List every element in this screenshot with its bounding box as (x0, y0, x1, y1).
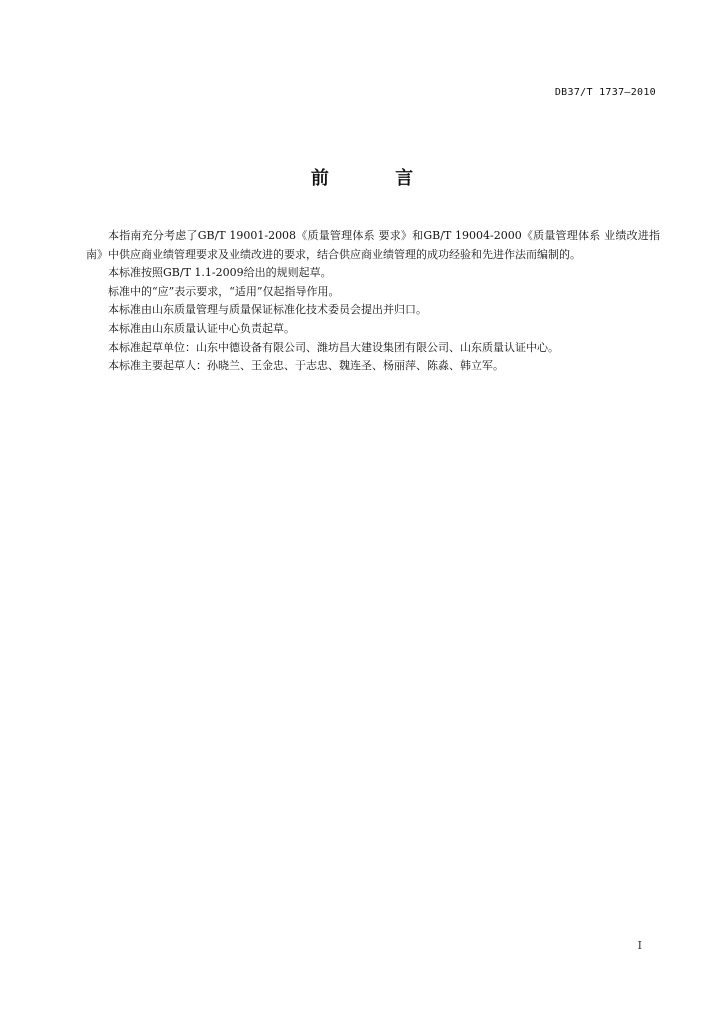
paragraph-main-drafters: 本标准主要起草人：孙晓兰、王金忠、于志忠、魏连圣、杨丽萍、陈淼、韩立军。 (108, 359, 504, 373)
paragraph-proposer: 本标准由山东质量管理与质量保证标准化技术委员会提出并归口。 (108, 303, 427, 317)
page-number: I (637, 939, 642, 952)
paragraph-drafting-units: 本标准起草单位：山东中德设备有限公司、潍坊昌大建设集团有限公司、山东质量认证中心。 (108, 340, 559, 354)
paragraph-terminology: 标准中的“应”表示要求，“适用”仅起指导作用。 (108, 284, 340, 298)
paragraph-drafting-rules: 本标准按照GB/T 1.1-2009给出的规则起草。 (108, 266, 332, 280)
foreword-body (86, 227, 660, 376)
paragraph-intro: 本指南充分考虑了GB/T 19001-2008《质量管理体系 要求》和GB/T 19004-2000《质量管理体系 业绩改进指南》中供应商业绩管理要求及业绩改进的要求，结合供应商业绩管理的成功经验和先进作法而编制的。 (86, 229, 660, 261)
paragraph-drafter: 本标准由山东质量认证中心负责起草。 (108, 321, 295, 335)
page-title: 前 言 (310, 168, 444, 189)
document-code: DB37/T 1737—2010 (554, 87, 656, 98)
